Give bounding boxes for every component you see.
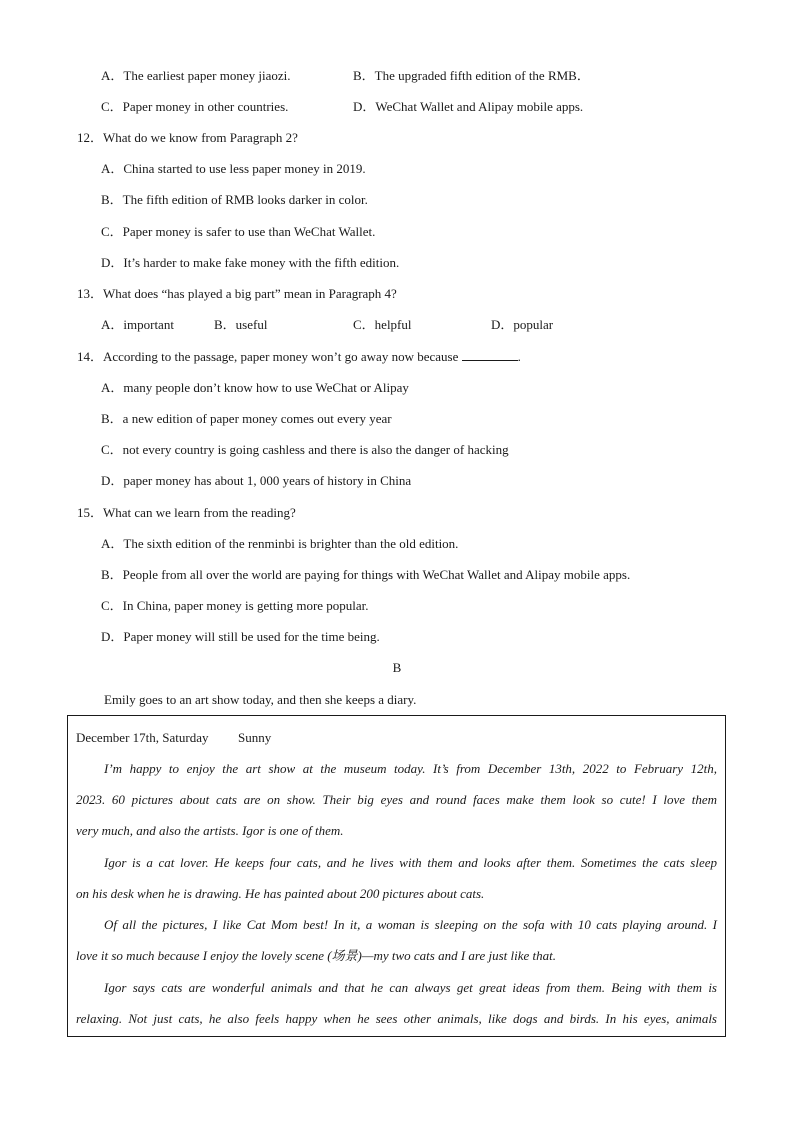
q15-option-a: A．The sixth edition of the renminbi is brighter than the old edition. (101, 536, 459, 551)
diary-p2-line2: on his desk when he is drawing. He has painted about 200 pictures about cats. (76, 886, 485, 901)
diary-p3-line2: love it so much because I enjoy the lovely scene (场景)—my two cats and I are just like that. (76, 948, 557, 963)
diary-p2-line1: Igor is a cat lover. He keeps four cats, and he lives with them and looks after them. Sometimes the cats sleep (104, 855, 717, 870)
q14-option-d: D．paper money has about 1, 000 years of history in China (101, 473, 412, 488)
diary-p4-line1: Igor says cats are wonderful animals and that he can always get great ideas from them. Being with them is (104, 980, 717, 995)
q13-option-c: C．helpful (353, 317, 412, 332)
diary-date-line (76, 730, 717, 746)
q12-option-a: A．China started to use less paper money in 2019. (101, 161, 366, 176)
q14-answer-blank (462, 348, 518, 361)
q11-option-d: D．WeChat Wallet and Alipay mobile apps. (353, 99, 584, 114)
q15-option-c: C．In China, paper money is getting more popular. (101, 598, 369, 613)
q14-option-b: B．a new edition of paper money comes out every year (101, 411, 392, 426)
diary-p1-line2: 2023. 60 pictures about cats are on show. Their big eyes and round faces make them look so cute! I love them (76, 792, 717, 807)
diary-p3-line1: Of all the pictures, I like Cat Mom best! In it, a woman is sleeping on the sofa with 10 cats playing around. I (104, 917, 717, 932)
q11-options-row-2 (0, 99, 794, 115)
section-b-intro: Emily goes to an art show today, and then she keeps a diary. (104, 692, 417, 707)
q14-option-a: A．many people don’t know how to use WeChat or Alipay (101, 380, 409, 395)
diary-date: December 17th, Saturday (76, 730, 209, 745)
q12-stem: 12．What do we know from Paragraph 2? (77, 130, 298, 145)
diary-p4-line2: relaxing. Not just cats, he also feels happy when he sees other animals, like dogs and birds. In his eyes, animals (76, 1011, 717, 1026)
q11-option-b: B．The upgraded fifth edition of the RMB． (353, 68, 590, 83)
q13-options-row (0, 317, 794, 333)
q12-option-d: D．It’s harder to make fake money with the fifth edition. (101, 255, 400, 270)
q15-option-b: B．People from all over the world are paying for things with WeChat Wallet and Alipay mobile apps. (101, 567, 631, 582)
q14-option-c: C．not every country is going cashless and there is also the danger of hacking (101, 442, 509, 457)
q14-stem (77, 348, 521, 365)
q12-option-c: C．Paper money is safer to use than WeChat Wallet. (101, 224, 376, 239)
q11-options-row-1 (0, 68, 794, 84)
q13-option-d: D．popular (491, 317, 554, 332)
section-b-heading: B (392, 660, 402, 675)
diary-box (67, 715, 726, 1037)
diary-p1-line3: very much, and also the artists. Igor is one of them. (76, 823, 344, 838)
q14-stem-text: 14．According to the passage, paper money won’t go away now because (77, 349, 459, 364)
q13-stem: 13．What does “has played a big part” mean in Paragraph 4? (77, 286, 397, 301)
diary-p1-line1: I’m happy to enjoy the art show at the museum today. It’s from December 13th, 2022 to February 12th, (104, 761, 717, 776)
q13-option-a: A．important (101, 317, 174, 332)
q11-option-a: A．The earliest paper money jiaozi. (101, 68, 291, 83)
q12-option-b: B．The fifth edition of RMB looks darker in color. (101, 192, 368, 207)
q14-stem-period: . (517, 349, 521, 364)
q15-option-d: D．Paper money will still be used for the time being. (101, 629, 380, 644)
q11-option-c: C．Paper money in other countries. (101, 99, 289, 114)
q15-stem: 15．What can we learn from the reading? (77, 505, 296, 520)
q13-option-b: B．useful (214, 317, 268, 332)
diary-weather: Sunny (238, 730, 272, 745)
